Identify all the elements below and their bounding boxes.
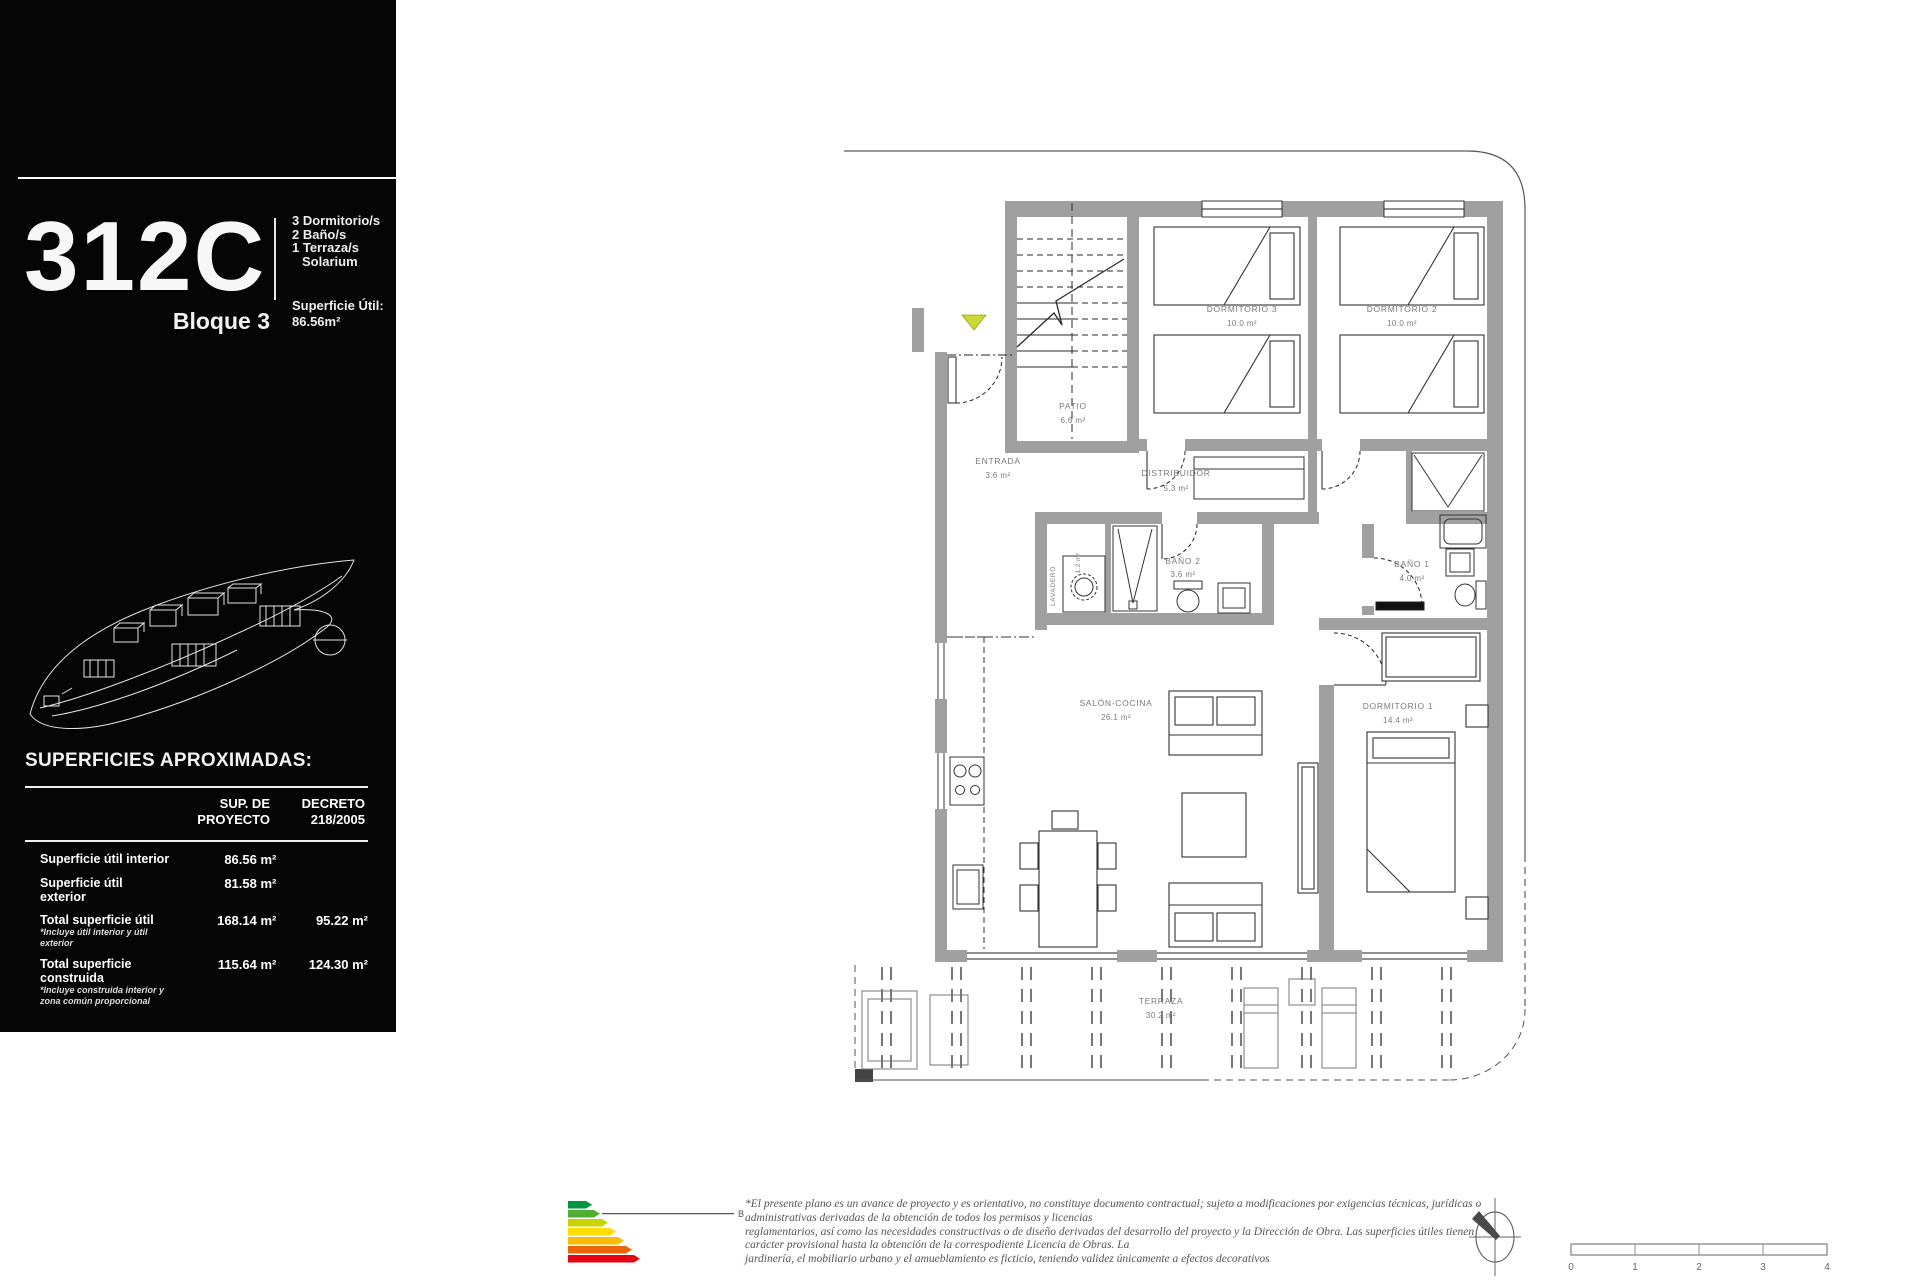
surface-label: Superficie Útil: bbox=[292, 298, 384, 313]
room-label: DISTRIBUIDOR bbox=[1141, 468, 1211, 478]
feature-bathrooms: 2 Baño/s bbox=[292, 226, 347, 242]
room-label: SALÓN-COCINA bbox=[1079, 698, 1153, 708]
entrance-door bbox=[947, 355, 1015, 403]
room-label: BAÑO 1 bbox=[1394, 559, 1430, 569]
room-area: 3.6 m² bbox=[985, 471, 1011, 480]
block-name: Bloque 3 bbox=[172, 308, 270, 334]
room-area: 5.3 m² bbox=[1163, 484, 1189, 493]
room-area: 6.6 m² bbox=[1060, 416, 1086, 425]
scale-bar bbox=[1566, 1238, 1838, 1276]
hall-closets bbox=[1194, 453, 1484, 511]
divider bbox=[25, 840, 368, 842]
surfaces-table bbox=[25, 852, 368, 1015]
surface-value: 86.56m² bbox=[292, 314, 341, 329]
feature-terrace: 1 Terraza/s bbox=[292, 240, 359, 255]
divider bbox=[274, 218, 276, 300]
divider bbox=[25, 786, 368, 788]
svg-text:0: 0 bbox=[1568, 1262, 1574, 1273]
room-area: 4.0 m² bbox=[1399, 574, 1425, 583]
surfaces-table-header bbox=[25, 796, 368, 828]
room-area: 26.1 m² bbox=[1101, 713, 1131, 722]
room-label: LAVADERO bbox=[1050, 565, 1057, 607]
bath1-fixtures bbox=[1440, 515, 1486, 609]
table-row: Superficie útil exterior 81.58 m² bbox=[40, 876, 277, 904]
unit-features bbox=[292, 214, 380, 268]
scale-numbers bbox=[1568, 1262, 1830, 1273]
table-row: Superficie útil interior 86.56 m² bbox=[40, 852, 277, 867]
bedroom1-furniture bbox=[1367, 633, 1488, 919]
energy-rating-icon bbox=[566, 1198, 756, 1270]
feature-solarium: Solarium bbox=[302, 253, 358, 269]
room-label: DORMITORIO 1 bbox=[1362, 701, 1434, 711]
surfaces-heading: SUPERFICIES APROXIMADAS: bbox=[25, 750, 313, 771]
entrance-marker-icon bbox=[962, 315, 986, 330]
energy-rating-letter: B bbox=[738, 1209, 745, 1219]
room-label: DORMITORIO 3 bbox=[1206, 304, 1278, 314]
room-area: 30.2 m² bbox=[1146, 1011, 1176, 1020]
room-area: 3.6 m² bbox=[1170, 570, 1196, 579]
room-label: TERRAZA bbox=[1138, 996, 1184, 1006]
feature-bedrooms: 3 Dormitorio/s bbox=[292, 213, 381, 228]
room-label: PATIO bbox=[1059, 401, 1087, 411]
divider bbox=[18, 177, 396, 179]
col-decree: DECRETO 218/2005 bbox=[301, 796, 365, 827]
svg-text:3: 3 bbox=[1760, 1262, 1766, 1273]
svg-text:4: 4 bbox=[1824, 1262, 1830, 1273]
energy-bars bbox=[568, 1201, 640, 1263]
table-row: Total superficie construida *Incluye construida interior y zona común proporcional 115.64 m² 124.30 m² bbox=[40, 957, 368, 1006]
living-furniture bbox=[1020, 691, 1318, 947]
room-area: 1.2 m² bbox=[1075, 552, 1082, 574]
col-project: SUP. DE PROYECTO bbox=[197, 796, 270, 827]
laundry-fixtures bbox=[1063, 556, 1105, 612]
svg-text:1: 1 bbox=[1632, 1262, 1638, 1273]
disclaimer-text: *El presente plano es un avance de proyecto y es orientativo, no constituye documento contractual; sujeto a modificaciones por exigencias técnicas, jurídicas o administrativas derivadas de la obtención de todos los permisos y licencias reglamentarios, así como las necesidades constructivas o de diseño derivadas del desarrollo del proyecto y la Dirección de Obra. Las superficies útiles tienen carácter provisional hasta la obtención de la correspodiente Licencia de Obras. La jardinería, el mobiliario urbano y el amueblamiento es ficticio, teniendo validez únicamente a efectos decorativos bbox=[745, 1198, 1482, 1266]
room-label: DORMITORIO 2 bbox=[1366, 304, 1438, 314]
room-label: BAÑO 2 bbox=[1165, 556, 1201, 566]
room-area: 10.0 m² bbox=[1227, 319, 1257, 328]
sidebar-panel bbox=[0, 0, 396, 1032]
site-plan-illustration bbox=[22, 548, 372, 753]
pergola-lines bbox=[882, 967, 1451, 1077]
table-row: Total superficie útil *Incluye útil interior y útil exterior 168.14 m² 95.22 m² bbox=[40, 913, 368, 948]
room-label: ENTRADA bbox=[975, 456, 1021, 466]
room-area: 10.0 m² bbox=[1387, 319, 1417, 328]
terrace-furniture bbox=[862, 979, 1356, 1069]
north-arrow-icon bbox=[1465, 1194, 1525, 1280]
svg-text:2: 2 bbox=[1696, 1262, 1702, 1273]
terrace bbox=[855, 965, 1525, 1080]
floor-plan bbox=[762, 143, 1542, 1093]
unit-surface bbox=[292, 298, 384, 330]
unit-code: 312C bbox=[24, 201, 267, 311]
room-area: 14.4 m² bbox=[1383, 716, 1413, 725]
